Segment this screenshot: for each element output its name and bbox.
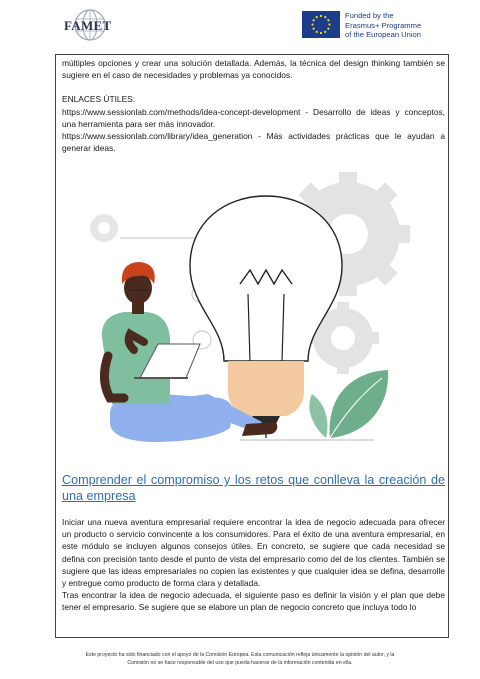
link-idea-concept[interactable]: https://www.sessionlab.com/methods/idea-concept-development - Desarrollo de ideas y conceptos, una herramienta para ser más innovador. [62,106,445,129]
gear-left-icon [90,214,118,242]
eu-star [320,32,322,34]
link-idea-generation[interactable]: https://www.sessionlab.com/library/idea_generation - Más actividades prácticas que le ayudan a generar ideas. [62,131,445,154]
famet-logo-text: FAMET [64,18,112,33]
eu-star [324,16,326,18]
eu-star [313,19,315,21]
section-heading: Comprender el compromiso y los retos que conlleva la creación de una empresa [62,473,445,503]
lightbulb-illustration [90,166,410,466]
eu-line-3: of the European Union [345,30,421,40]
eu-star [316,31,318,33]
footer-line-2: Comisión no se hace responsable del uso que pueda hacerse de la información contenida en ella. [127,660,353,666]
eu-star [313,28,315,30]
eu-star [324,31,326,33]
text-block-bottom [62,516,445,614]
eu-star [327,28,329,30]
eu-funding-label [345,11,421,40]
footer-line-1: Este proyecto ha sido financiado con el apoyo de la Comisión Europea. Esta comunicación refleja únicamente la opinión del autor, y la [85,652,395,658]
eu-star [328,23,330,25]
page-header [0,0,480,50]
eu-star [320,15,322,17]
eu-line-1: Funded by the [345,11,394,20]
paragraph-business-plan: Tras encontrar la idea de negocio adecuada, el siguiente paso es definir la visión y el plan que debe tener el empresario. Se sugiere que se elabore un plan de negocio concreto que incluya todo lo [62,590,445,613]
text-block-top [62,57,445,154]
eu-line-2: Erasmus+ Programme [345,20,422,30]
eu-star [316,16,318,18]
links-title: ENLACES ÚTILES: [62,94,136,105]
eu-star [327,19,329,21]
paragraph-design-thinking: múltiples opciones y crear una solución detallada. Además, la técnica del design thinking también se sugiere en el caso de necesidades y problemas ya conocidos. [62,58,445,81]
eu-flag-icon [302,11,340,38]
page-footer [40,651,440,667]
paragraph-business-idea: Iniciar una nueva aventura empresarial requiere encontrar la idea de negocio adecuada para ofrecer un producto o servicio convincente a los consumidores. Para el éxito de una aventura empresarial, en este módulo se incluyen algunos consejos útiles. En concreto, se sugiere que cada necesidad se defina con precisión tanto desde el punto de vista del empresario como del de los clientes. También se sugiere que las ideas empresariales no copien las existentes y que cualquier idea se defina, desarrolle y entregue como producto de forma clara y detallada. [62,517,445,589]
eu-star [311,23,313,25]
